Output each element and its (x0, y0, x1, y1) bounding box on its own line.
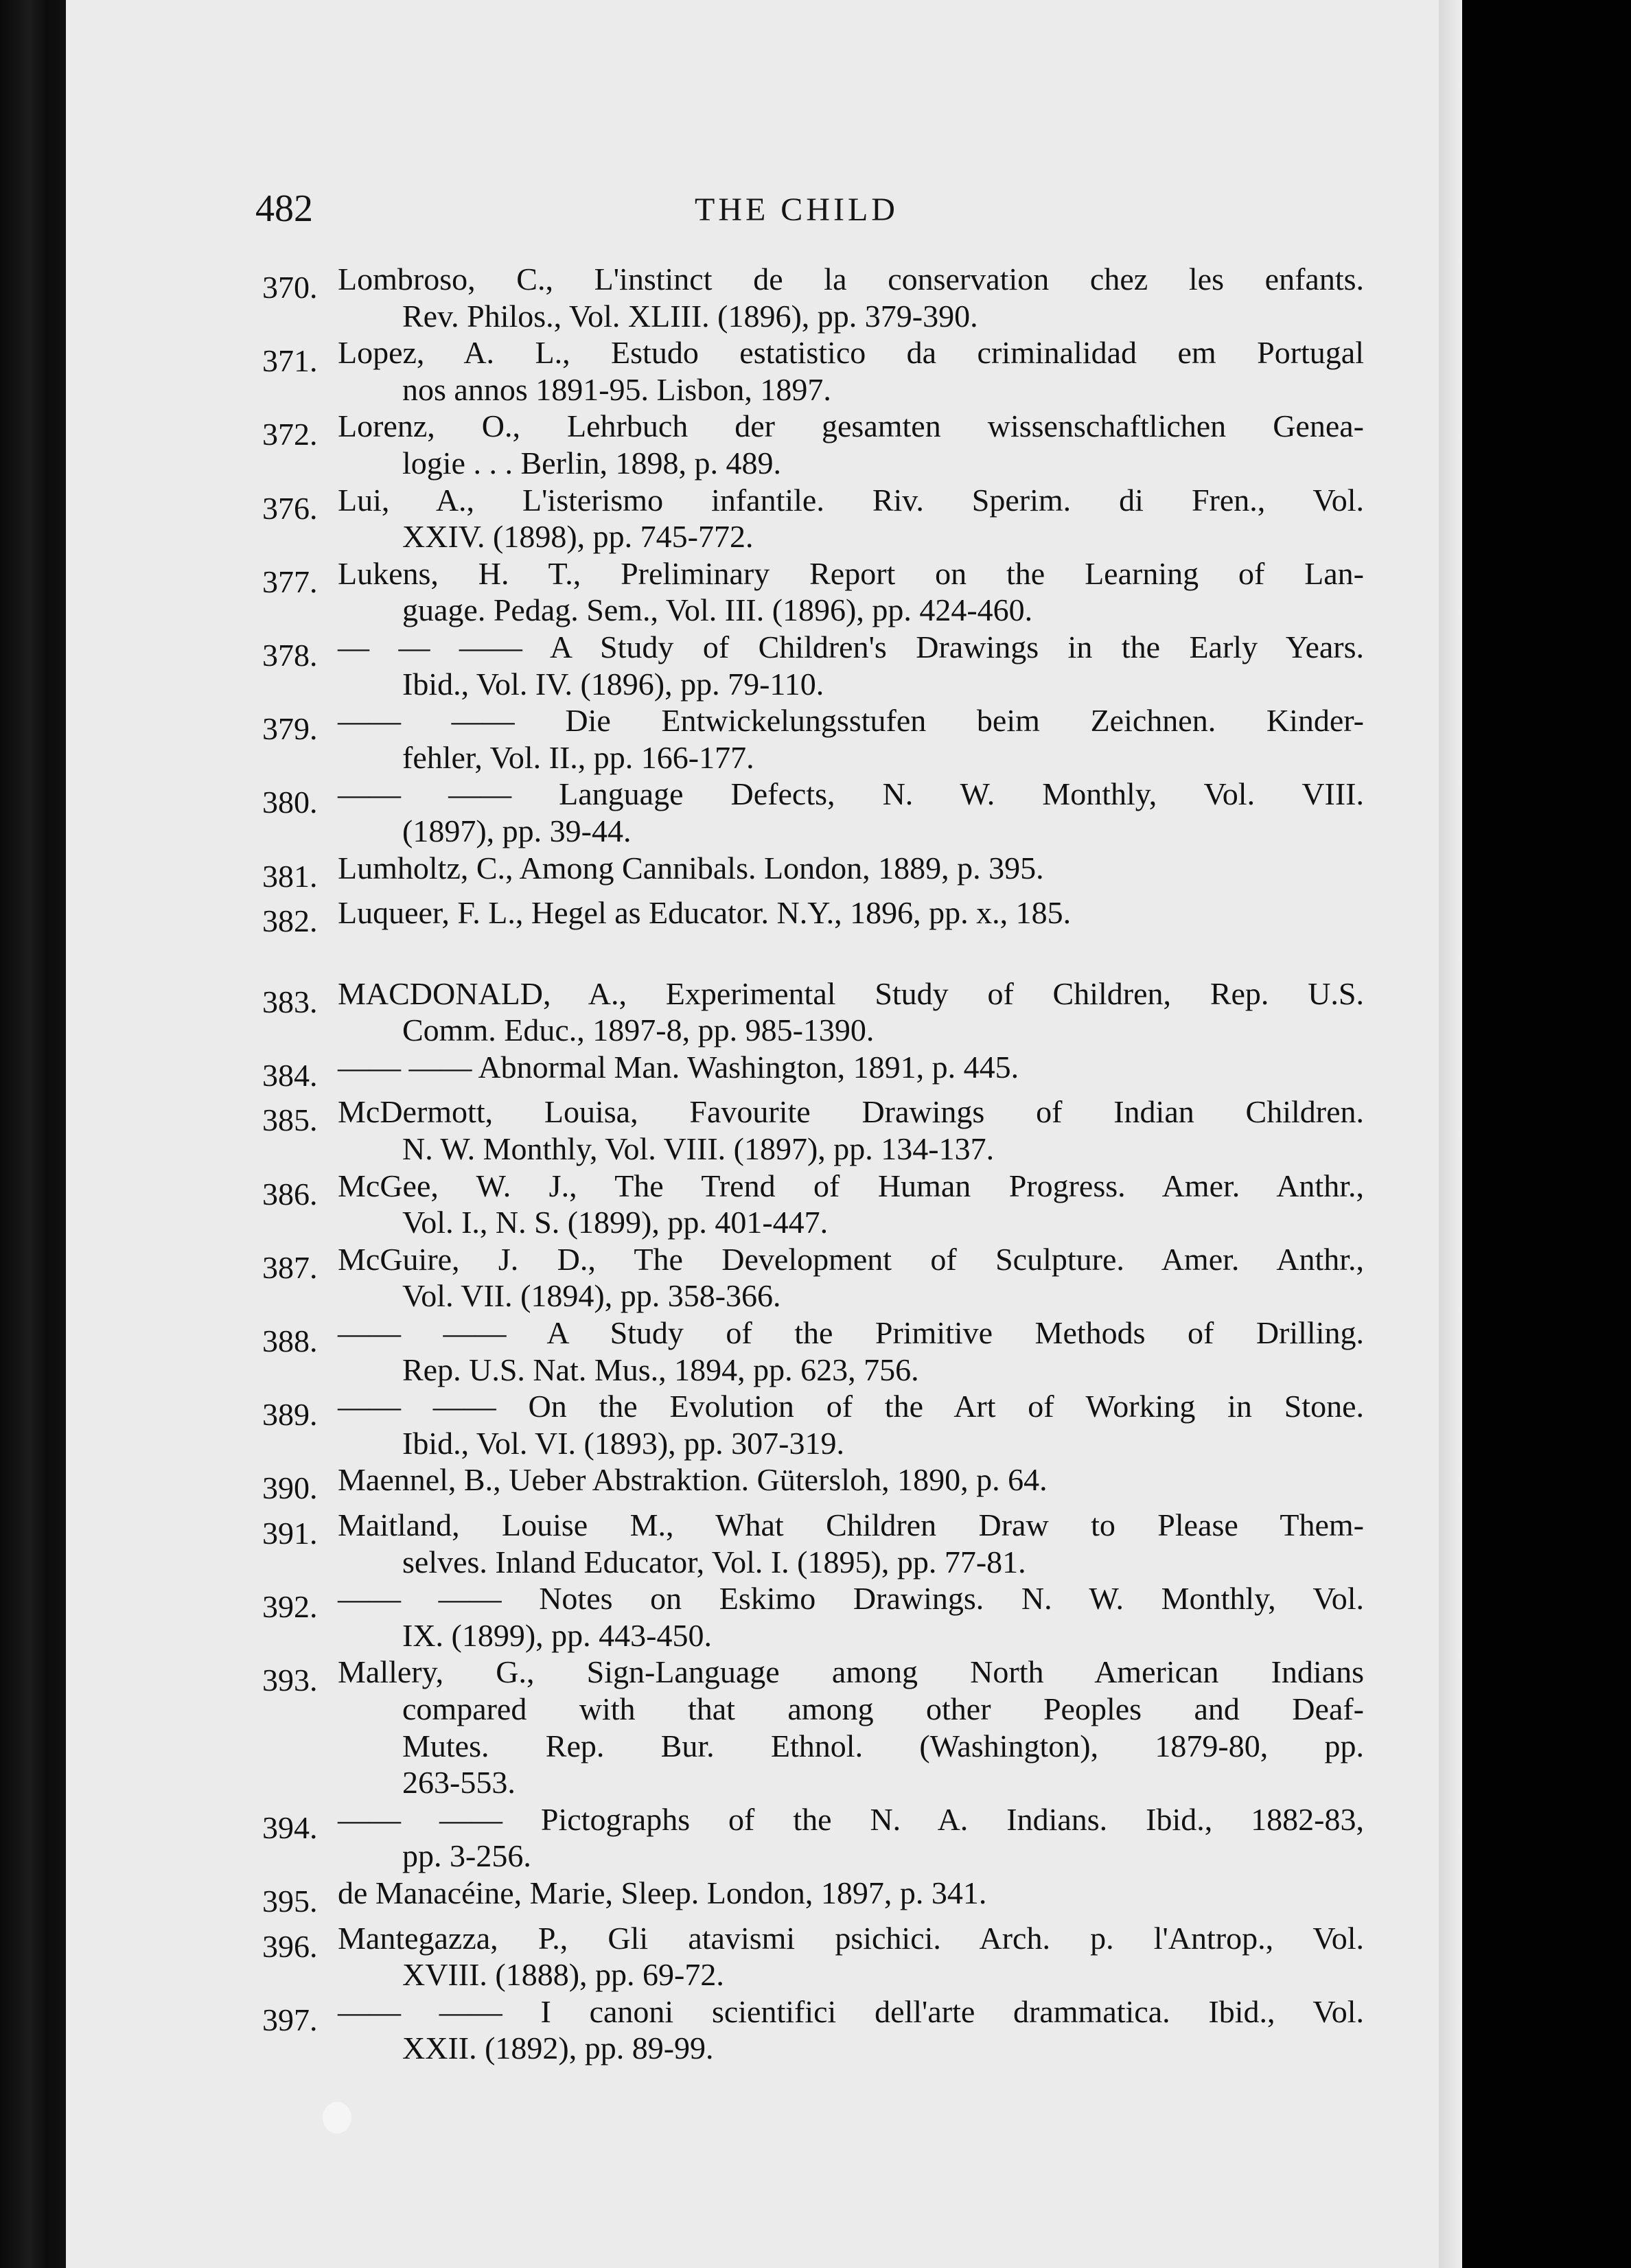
entry-text (338, 1461, 1364, 1498)
entry-line: McGuire, J. D., The Development of Sculpture. Amer. Anthr., (338, 1241, 1364, 1277)
bibliography-entry (262, 261, 1364, 334)
entry-text (338, 555, 1364, 629)
bibliography-entry (262, 555, 1364, 629)
entry-text (338, 894, 1364, 931)
bibliography-entry (262, 629, 1364, 702)
entry-line: Lui, A., L'isterismo infantile. Riv. Sperim. di Fren., Vol. (338, 482, 1364, 518)
entry-line: guage. Pedag. Sem., Vol. III. (1896), pp. 424-460. (402, 592, 1033, 628)
entry-number: 384. (262, 1057, 318, 1093)
entry-line: Mantegazza, P., Gli atavismi psichici. Arch. p. l'Antrop., Vol. (338, 1920, 1364, 1956)
right-dark-margin (1462, 0, 1631, 2268)
entry-number: 382. (262, 903, 318, 939)
bibliography-entry (262, 1094, 1364, 1167)
bibliography-entry (262, 1241, 1364, 1315)
entry-line: MACDONALD, A., Experimental Study of Children, Rep. U.S. (338, 975, 1364, 1011)
entry-line: nos annos 1891-95. Lisbon, 1897. (402, 371, 831, 407)
bibliography-entry (262, 1388, 1364, 1461)
entry-line: Lombroso, C., L'instinct de la conservation chez les enfants. (338, 262, 1364, 297)
entry-number: 370. (262, 270, 318, 305)
entry-line: Vol. I., N. S. (1899), pp. 401-447. (402, 1205, 829, 1240)
entry-number: 383. (262, 984, 318, 1019)
entry-line: Lumholtz, C., Among Cannibals. London, 1889, p. 395. (338, 850, 1044, 886)
bibliography-entry (262, 1168, 1364, 1241)
bibliography-entry (262, 1993, 1364, 2067)
entry-line: Rep. U.S. Nat. Mus., 1894, pp. 623, 756. (402, 1352, 919, 1387)
entry-line: Mutes. Rep. Bur. Ethnol. (Washington), 1879-80, pp. (402, 1728, 1364, 1763)
bibliography-entry (262, 776, 1364, 849)
entry-line: —— —— Notes on Eskimo Drawings. N. W. Monthly, Vol. (338, 1581, 1364, 1617)
entry-number: 380. (262, 785, 318, 820)
entry-number: 372. (262, 417, 318, 452)
entry-line: pp. 3-256. (402, 1838, 531, 1874)
entry-line: — — —— A Study of Children's Drawings in the Early Years. (338, 629, 1364, 664)
entry-text (338, 1315, 1364, 1388)
entry-line: selves. Inland Educator, Vol. I. (1895), pp. 77-81. (402, 1544, 1026, 1579)
entry-line: Maitland, Louise M., What Children Draw to Please Them- (338, 1507, 1364, 1542)
entry-number: 379. (262, 711, 318, 747)
entry-number: 385. (262, 1102, 318, 1138)
entry-line: XXII. (1892), pp. 89-99. (402, 2030, 714, 2066)
entry-text (338, 1388, 1364, 1461)
bibliography-entry (262, 334, 1364, 408)
entry-text (338, 1168, 1364, 1241)
entry-text (338, 975, 1364, 1049)
bibliography-entry (262, 894, 1364, 940)
entry-line: Vol. VII. (1894), pp. 358-366. (402, 1278, 781, 1314)
bibliography-entry (262, 1920, 1364, 1993)
entry-number: 381. (262, 858, 318, 894)
bibliography-entry (262, 1049, 1364, 1094)
entry-line: IX. (1899), pp. 443-450. (402, 1617, 712, 1653)
entry-line: Lukens, H. T., Preliminary Report on the Learning of Lan- (338, 555, 1364, 591)
entry-text (338, 1993, 1364, 2067)
entry-line: N. W. Monthly, Vol. VIII. (1897), pp. 134-137. (402, 1131, 995, 1167)
entry-line: logie . . . Berlin, 1898, p. 489. (402, 445, 781, 481)
entry-line: de Manacéine, Marie, Sleep. London, 1897, p. 341. (338, 1875, 987, 1910)
entry-text (338, 408, 1364, 481)
entry-line: —— —— Pictographs of the N. A. Indians. Ibid., 1882-83, (338, 1801, 1364, 1837)
bibliography-entry (262, 408, 1364, 481)
entry-line: Maennel, B., Ueber Abstraktion. Gütersloh, 1890, p. 64. (338, 1462, 1048, 1498)
entry-number: 393. (262, 1663, 318, 1698)
page-number: 482 (255, 187, 313, 230)
entry-text (338, 1801, 1364, 1875)
bibliography-entry (262, 850, 1364, 895)
bibliography-entry (262, 1875, 1364, 1920)
entry-line: fehler, Vol. II., pp. 166-177. (402, 739, 754, 775)
paper-mark (323, 2102, 351, 2133)
entry-text (338, 261, 1364, 334)
entry-number: 389. (262, 1397, 318, 1433)
bibliography-entry (262, 1461, 1364, 1507)
entry-text (338, 1049, 1364, 1086)
bibliography-entry (262, 1654, 1364, 1801)
entry-number: 376. (262, 490, 318, 526)
entry-line: Luqueer, F. L., Hegel as Educator. N.Y., 1896, pp. x., 185. (338, 895, 1072, 931)
entry-line: XVIII. (1888), pp. 69-72. (402, 1957, 724, 1993)
entry-line: Comm. Educ., 1897-8, pp. 985-1390. (402, 1012, 875, 1048)
entry-line: Ibid., Vol. IV. (1896), pp. 79-110. (402, 666, 824, 702)
entry-line: Rev. Philos., Vol. XLIII. (1896), pp. 379-390. (402, 298, 978, 334)
entry-line: McDermott, Louisa, Favourite Drawings of Indian Children. (338, 1094, 1364, 1130)
bibliography-entry (262, 1507, 1364, 1580)
entry-text (338, 1654, 1364, 1801)
entry-line: —— —— Language Defects, N. W. Monthly, Vol. VIII. (338, 776, 1364, 812)
bibliography-entry (262, 1801, 1364, 1875)
bibliography-entry (262, 482, 1364, 555)
entry-line: Lopez, A. L., Estudo estatistico da criminalidad em Portugal (338, 335, 1364, 371)
entry-line: —— —— On the Evolution of the Art of Working in Stone. (338, 1389, 1364, 1424)
entry-number: 390. (262, 1470, 318, 1506)
page-header (255, 187, 1354, 235)
entry-line: Lorenz, O., Lehrbuch der gesamten wissenschaftlichen Genea- (338, 408, 1364, 444)
entry-text (338, 1875, 1364, 1912)
entry-number: 378. (262, 637, 318, 673)
bibliography-list (262, 261, 1364, 2067)
entry-text (338, 1094, 1364, 1167)
entry-text (338, 482, 1364, 555)
entry-text (338, 850, 1364, 887)
entry-text (338, 1241, 1364, 1315)
left-binding-edge (0, 0, 66, 2268)
entry-number: 395. (262, 1883, 318, 1919)
entry-line: —— —— A Study of the Primitive Methods of Drilling. (338, 1315, 1364, 1351)
entry-number: 387. (262, 1249, 318, 1285)
entry-text (338, 776, 1364, 849)
bibliography-entry (262, 975, 1364, 1049)
entry-line: —— —— Abnormal Man. Washington, 1891, p. 445. (338, 1049, 1019, 1085)
entry-line: (1897), pp. 39-44. (402, 813, 632, 848)
entry-line: Mallery, G., Sign-Language among North American Indians (338, 1654, 1364, 1690)
entry-line: 263-553. (402, 1765, 516, 1801)
entry-line: Ibid., Vol. VI. (1893), pp. 307-319. (402, 1425, 844, 1461)
entry-line: McGee, W. J., The Trend of Human Progress. Amer. Anthr., (338, 1168, 1364, 1203)
entry-number: 371. (262, 343, 318, 379)
entry-number: 386. (262, 1176, 318, 1212)
entry-text (338, 1920, 1364, 1993)
entry-line: —— —— I canoni scientifici dell'arte drammatica. Ibid., Vol. (338, 1993, 1364, 2029)
entry-text (338, 1580, 1364, 1654)
entry-number: 396. (262, 1928, 318, 1964)
bibliography-entry (262, 1580, 1364, 1654)
entry-number: 392. (262, 1589, 318, 1625)
entry-number: 388. (262, 1323, 318, 1359)
entry-line: —— —— Die Entwickelungsstufen beim Zeichnen. Kinder- (338, 703, 1364, 739)
page-gutter (1439, 0, 1462, 2268)
running-head: THE CHILD (695, 192, 899, 228)
entry-number: 391. (262, 1516, 318, 1551)
entry-text (338, 334, 1364, 408)
entry-text (338, 702, 1364, 776)
bibliography-entry (262, 1315, 1364, 1388)
entry-number: 397. (262, 2002, 318, 2037)
entry-line: XXIV. (1898), pp. 745-772. (402, 519, 754, 555)
bibliography-entry (262, 702, 1364, 776)
entry-text (338, 629, 1364, 702)
entry-number: 377. (262, 564, 318, 599)
entry-text (338, 1507, 1364, 1580)
entry-line: compared with that among other Peoples and Deaf- (402, 1691, 1364, 1726)
entry-number: 394. (262, 1809, 318, 1845)
